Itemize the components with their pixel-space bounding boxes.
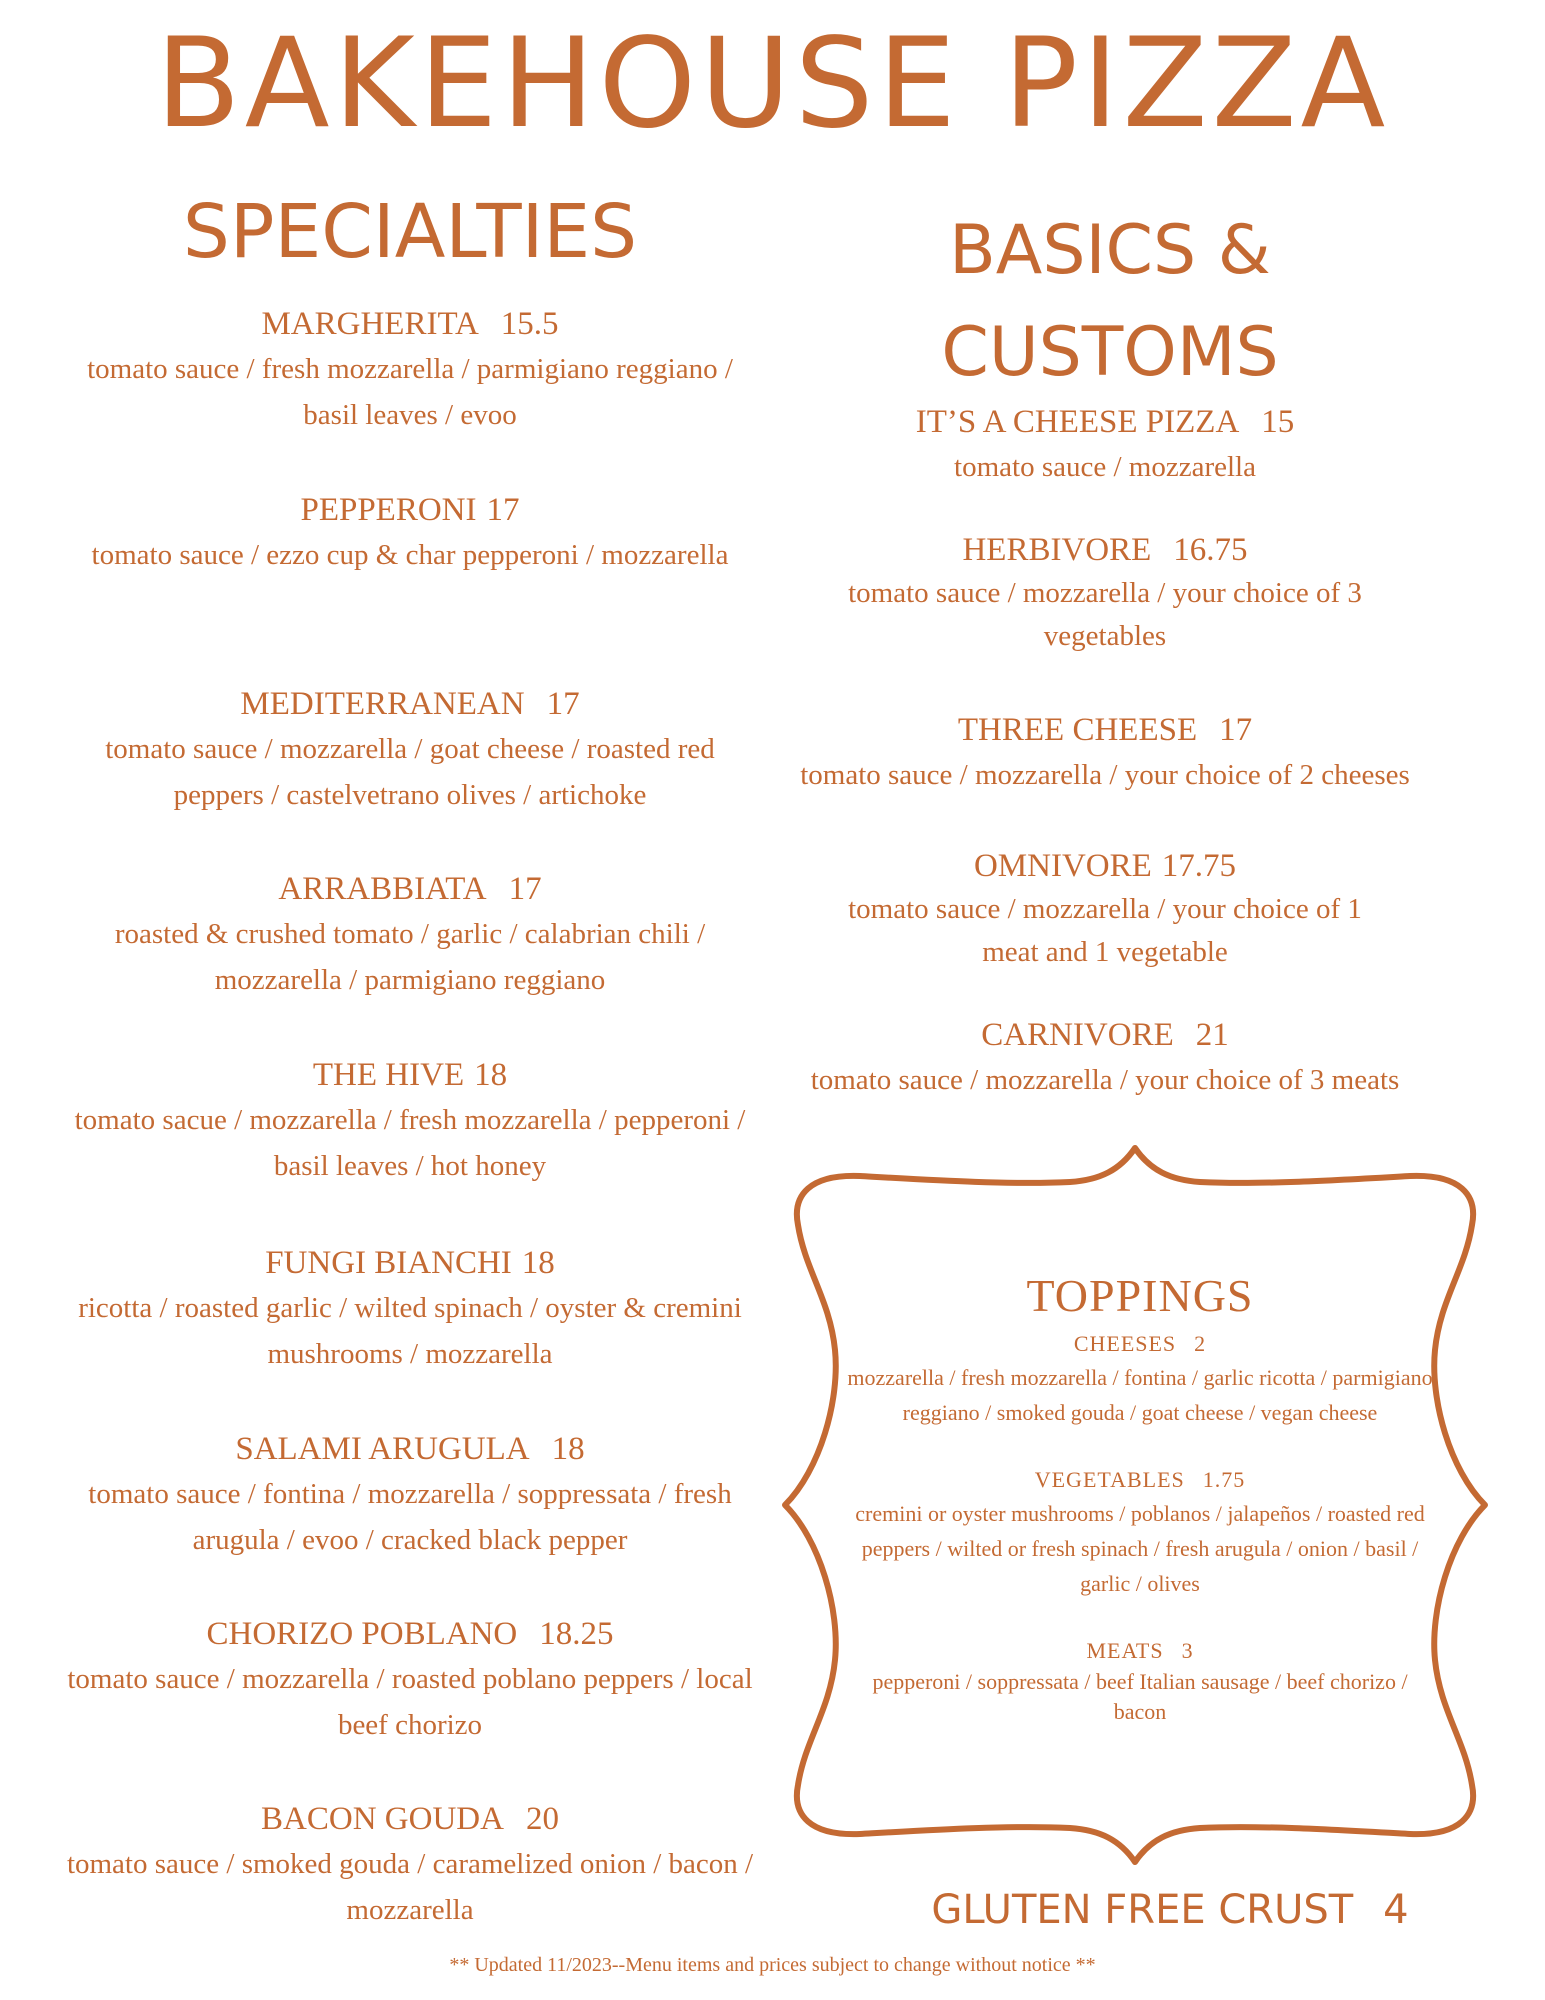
item-description: tomato sauce / mozzarella / your choice of 3 vegetables [848, 577, 1362, 652]
item-description: tomato sauce / mozzarella [954, 451, 1256, 483]
item-description: tomato sauce / mozzarella / roasted poblano peppers / local beef chorizo [67, 1663, 753, 1741]
item-price: 15 [1261, 404, 1295, 440]
item-price: 17 [1219, 712, 1253, 748]
item-name: OMNIVORE [973, 848, 1152, 884]
toppings-list-meats: pepperoni / soppressata / beef Italian sausage / beef chorizo / bacon [872, 1669, 1408, 1724]
gluten-free-label: GLUTEN FREE CRUST [931, 1887, 1354, 1933]
specialties-heading: SPECIALTIES [182, 189, 638, 275]
item-name: SALAMI ARUGULA [235, 1431, 530, 1467]
item-name: FUNGI BIANCHI [265, 1245, 512, 1281]
item-price: 18.25 [539, 1616, 614, 1652]
item-description: ricotta / roasted garlic / wilted spinach / oyster & cremini mushrooms / mozzarella [78, 1292, 742, 1370]
specialty-item-mediterranean [60, 682, 760, 818]
item-name: CHORIZO POBLANO [206, 1616, 518, 1652]
gluten-free-price: 4 [1383, 1887, 1409, 1933]
item-description: tomato sauce / mozzarella / your choice of 1 meat and 1 vegetable [848, 893, 1362, 968]
specialty-item-arrabbiata [60, 867, 760, 1003]
item-price: 17 [508, 871, 542, 907]
item-price: 17 [486, 492, 520, 528]
item-price: 18 [551, 1431, 585, 1467]
menu-title: BAKEHOUSE PIZZA [155, 12, 1390, 156]
footer-note: ** Updated 11/2023--Menu items and prices subject to change without notice ** [449, 1954, 1096, 1976]
category-price: 2 [1194, 1331, 1207, 1356]
specialty-item-chorizo-poblano [60, 1612, 760, 1748]
basics-heading-text: BASICS & CUSTOMS [941, 211, 1279, 392]
item-name: THE HIVE [312, 1057, 465, 1093]
category-price: 1.75 [1202, 1467, 1246, 1492]
toppings-list-cheeses: mozzarella / fresh mozzarella / fontina / garlic ricotta / parmigiano reggiano / smoked gouda / goat cheese / vegan cheese [847, 1365, 1433, 1425]
toppings-category-vegetables [840, 1464, 1440, 1496]
item-name: THREE CHEESE [957, 712, 1198, 748]
item-description: tomato sacue / mozzarella / fresh mozzarella / pepperoni / basil leaves / hot honey [74, 1104, 746, 1182]
category-label: MEATS [1086, 1638, 1164, 1663]
item-name: BACON GOUDA [261, 1801, 504, 1837]
item-description: tomato sauce / fontina / mozzarella / soppressata / fresh arugula / evoo / cracked black pepper [88, 1478, 732, 1556]
item-price: 16.75 [1173, 532, 1248, 568]
toppings-category-meats [840, 1635, 1440, 1667]
item-price: 21 [1195, 1017, 1229, 1053]
category-label: VEGETABLES [1034, 1467, 1185, 1492]
item-description: tomato sauce / ezzo cup & char pepperoni / mozzarella [91, 539, 729, 571]
toppings-category-cheeses [840, 1328, 1440, 1360]
basic-item-omnivore [760, 844, 1450, 974]
item-description: tomato sauce / smoked gouda / caramelized onion / bacon / mozzarella [66, 1848, 754, 1926]
item-description: tomato sauce / mozzarella / goat cheese / roasted red peppers / castelvetrano olives / artichoke [105, 733, 715, 811]
item-name: ARRABBIATA [278, 871, 487, 907]
basic-item-three-cheese [760, 708, 1450, 798]
item-description: tomato sauce / fresh mozzarella / parmigiano reggiano / basil leaves / evoo [87, 353, 733, 431]
item-price: 15.5 [500, 306, 559, 342]
category-label: CHEESES [1073, 1331, 1177, 1356]
item-name: MARGHERITA [261, 306, 479, 342]
item-name: HERBIVORE [962, 532, 1152, 568]
item-price: 17 [546, 686, 580, 722]
item-price: 17.75 [1161, 848, 1237, 884]
item-description: tomato sauce / mozzarella / your choice of 3 meats [810, 1064, 1400, 1096]
toppings-list-vegetables: cremini or oyster mushrooms / poblanos / jalapeños / roasted red peppers / wilted or fresh spinach / fresh arugula / onion / basil / garlic / olives [855, 1501, 1425, 1596]
item-price: 18 [521, 1245, 555, 1281]
specialty-item-margherita [60, 302, 760, 438]
gluten-free-crust [860, 1880, 1480, 1940]
category-price: 3 [1181, 1638, 1194, 1663]
item-name: PEPPERONI [300, 492, 477, 528]
item-description: roasted & crushed tomato / garlic / calabrian chili / mozzarella / parmigiano reggiano [114, 918, 706, 996]
specialty-item-fungi-bianchi [60, 1241, 760, 1377]
item-price: 20 [525, 1801, 559, 1837]
toppings-panel [840, 1268, 1440, 1761]
specialty-item-pepperoni [60, 488, 760, 578]
specialty-item-salami-arugula [60, 1427, 760, 1563]
basic-item-cheese-pizza [760, 400, 1450, 490]
specialty-item-bacon-gouda [60, 1797, 760, 1933]
item-price: 18 [474, 1057, 508, 1093]
item-name: IT’S A CHEESE PIZZA [915, 404, 1240, 440]
basics-heading [790, 200, 1430, 404]
basic-item-carnivore [760, 1013, 1450, 1103]
item-description: tomato sauce / mozzarella / your choice of 2 cheeses [800, 759, 1410, 791]
specialty-item-the-hive [60, 1053, 760, 1189]
item-name: CARNIVORE [981, 1017, 1174, 1053]
basic-item-herbivore [760, 528, 1450, 658]
toppings-heading: TOPPINGS [1026, 1270, 1254, 1321]
item-name: MEDITERRANEAN [240, 686, 525, 722]
